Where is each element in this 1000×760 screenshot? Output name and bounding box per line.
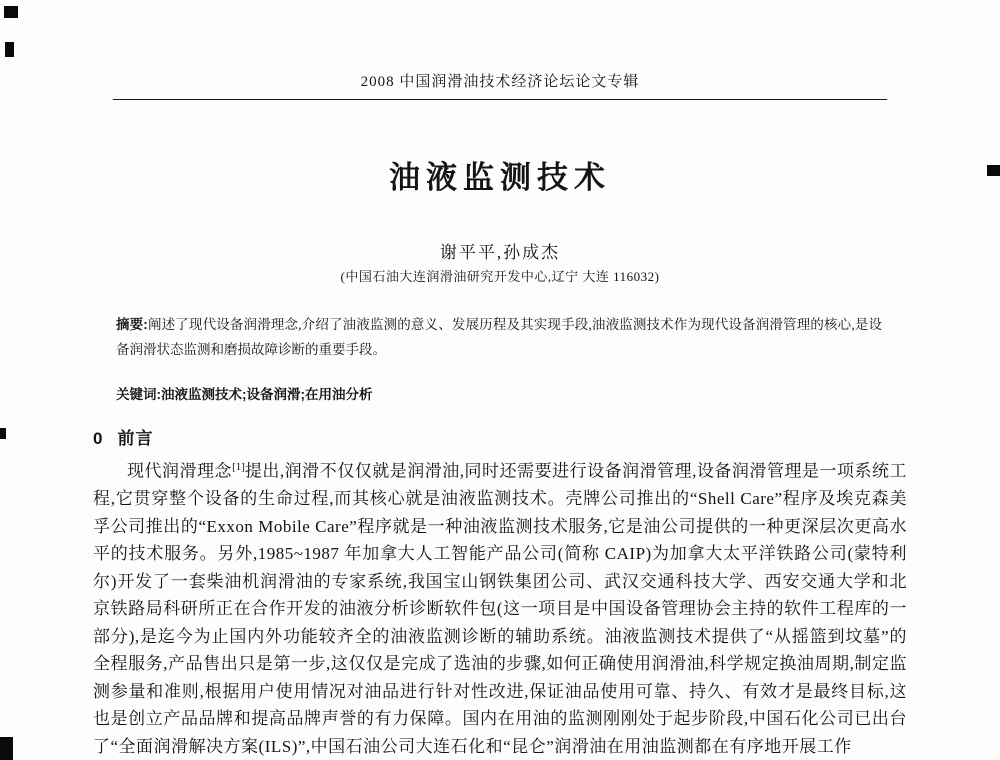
scan-artifact bbox=[5, 42, 14, 57]
scan-artifact bbox=[0, 737, 13, 760]
body-text-after-ref: 提出,润滑不仅仅就是润滑油,同时还需要进行设备润滑管理,设备润滑管理是一项系统工程,它贯穿整个设备的生命过程,而其核心就是油液监测技术。壳牌公司推出的“Shell Care”程序及埃克森美孚公司推出的“Exxon Mobile Care”程序就是一种油液监测技术服务,它是油公司提供的一种更深层次更高水平的技术服务。另外,1985~1987 年加拿大人工智能产品公司(简称 CAIP)为加拿大太平洋铁路公司(蒙特利尔)开发了一套柴油机润滑油的专家系统,我国宝山钢铁集团公司、武汉交通科技大学、西安交通大学和北京铁路局科研所正在合作开发的油液分析诊断软件包(这一项目是中国设备管理协会主持的软件工程库的一部分),是迄今为止国内外功能较齐全的油液监测诊断的辅助系统。油液监测技术提供了“从摇篮到坟墓”的全程服务,产品售出只是第一步,这仅仅是完成了选油的步骤,如何正确使用润滑油,科学规定换油周期,制定监测参量和准则,根据用户使用情况对油品进行针对性改进,保证油品使用可靠、持久、有效才是最终目标,这也是创立产品品牌和提高品牌声誉的有力保障。国内在用油的监测刚刚处于起步阶段,中国石化公司已出台了“全面润滑解决方案(ILS)”,中国石油公司大连石化和“昆仑”润滑油在用油监测都在有序地开展工作 bbox=[93, 461, 908, 756]
body-text-before-ref: 现代润滑理念 bbox=[127, 461, 233, 481]
section-heading bbox=[93, 424, 153, 449]
header-rule bbox=[113, 99, 887, 100]
section-title: 前言 bbox=[117, 429, 154, 448]
scan-artifact bbox=[4, 6, 18, 18]
abstract-label: 摘要: bbox=[116, 317, 148, 332]
section-number: 0 bbox=[93, 429, 104, 448]
affiliation-line: (中国石油大连润滑油研究开发中心,辽宁 大连 116032) bbox=[340, 269, 660, 284]
keywords-text: 油液监测技术;设备润滑;在用油分析 bbox=[161, 387, 373, 402]
scan-artifact bbox=[0, 428, 6, 439]
keywords-block bbox=[116, 383, 882, 403]
citation-ref-1: [1] bbox=[232, 461, 245, 473]
keywords-label: 关键词: bbox=[116, 387, 161, 402]
authors-line: 谢平平,孙成杰 bbox=[439, 243, 561, 262]
paper-title: 油液监测技术 bbox=[389, 160, 611, 195]
proceedings-header: 2008 中国润滑油技术经济论坛论文专辑 bbox=[360, 74, 640, 90]
abstract-block bbox=[116, 312, 882, 362]
body-paragraph bbox=[93, 454, 907, 760]
abstract-text: 阐述了现代设备润滑理念,介绍了油液监测的意义、发展历程及其实现手段,油液监测技术作为现代设备润滑管理的核心,是设备润滑状态监测和磨损故障诊断的重要手段。 bbox=[116, 317, 883, 357]
